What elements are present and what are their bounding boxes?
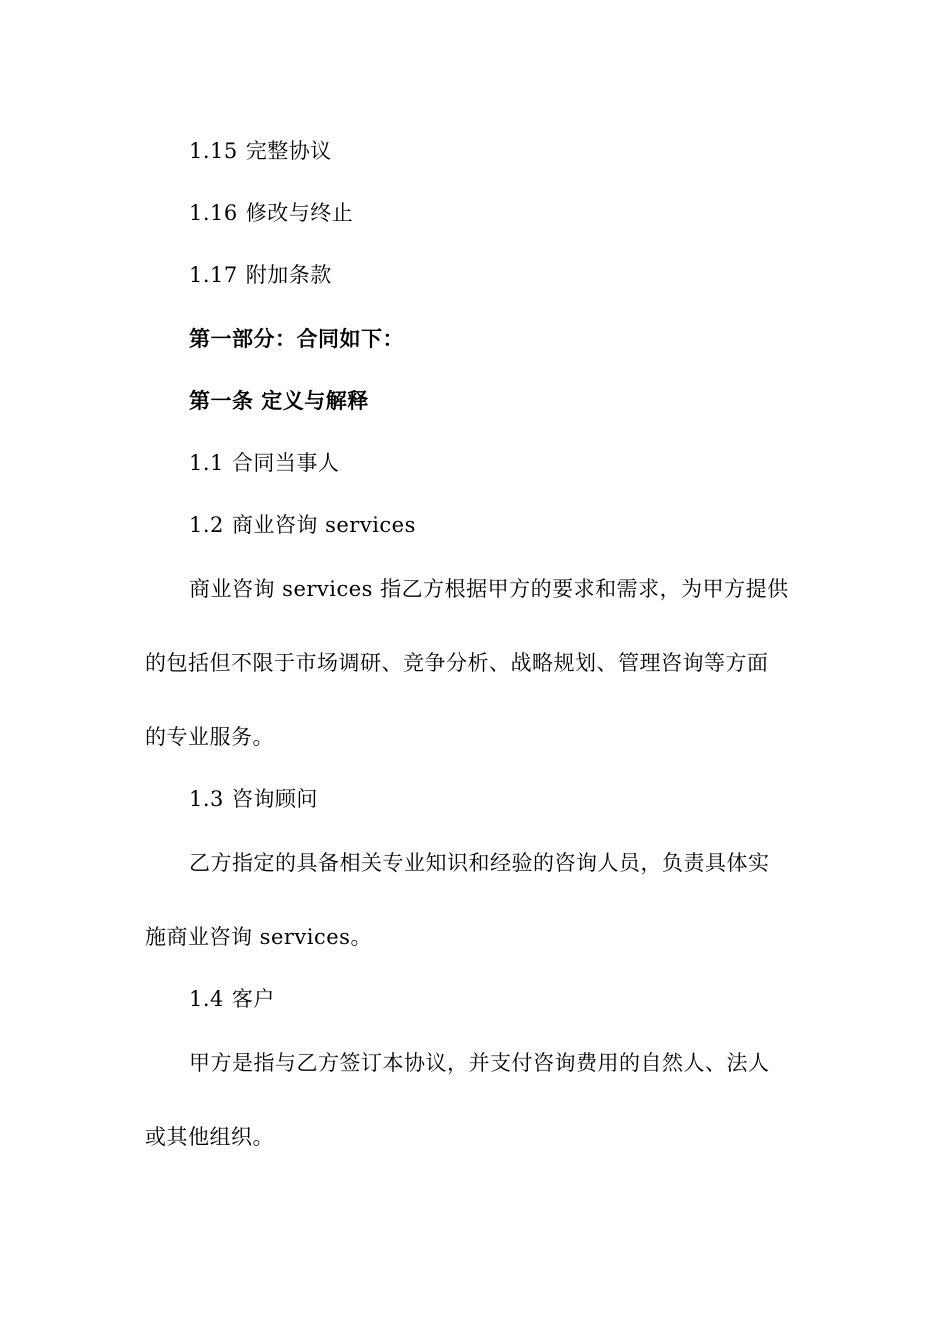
toc-title: 完整协议	[245, 139, 332, 163]
toc-item-1-15	[189, 137, 332, 165]
section-1-4-heading	[189, 985, 275, 1013]
section-title: 商业咨询 services	[231, 513, 416, 537]
section-1-2-heading	[189, 511, 416, 539]
toc-title: 附加条款	[245, 263, 332, 287]
section-1-3-heading	[189, 785, 318, 813]
article-heading: 第一条 定义与解释	[189, 388, 369, 413]
toc-title: 修改与终止	[245, 201, 354, 225]
toc-number: 1.15	[189, 139, 238, 163]
section-1-2-body-line: 商业咨询 services 指乙方根据甲方的要求和需求，为甲方提供	[189, 577, 789, 601]
toc-number: 1.17	[189, 263, 238, 287]
toc-number: 1.16	[189, 201, 238, 225]
section-title: 合同当事人	[231, 451, 340, 475]
section-number: 1.1	[189, 451, 224, 475]
section-1-2-body-line: 的专业服务。	[145, 725, 274, 749]
section-title: 客户	[231, 987, 275, 1011]
section-1-3-body-line: 施商业咨询 services。	[145, 925, 372, 949]
section-1-1-heading	[189, 449, 339, 477]
section-1-2-body-line: 的包括但不限于市场调研、竞争分析、战略规划、管理咨询等方面	[145, 651, 769, 675]
section-number: 1.4	[189, 987, 224, 1011]
section-number: 1.3	[189, 787, 224, 811]
toc-item-1-17	[189, 261, 332, 289]
section-title: 咨询顾问	[231, 787, 318, 811]
section-1-4-body-line: 或其他组织。	[145, 1125, 274, 1149]
part-heading: 第一部分：合同如下：	[189, 326, 404, 351]
section-1-3-body-line: 乙方指定的具备相关专业知识和经验的咨询人员，负责具体实	[189, 851, 770, 875]
toc-item-1-16	[189, 199, 353, 227]
section-number: 1.2	[189, 513, 224, 537]
section-1-4-body-line: 甲方是指与乙方签订本协议，并支付咨询费用的自然人、法人	[189, 1051, 770, 1075]
